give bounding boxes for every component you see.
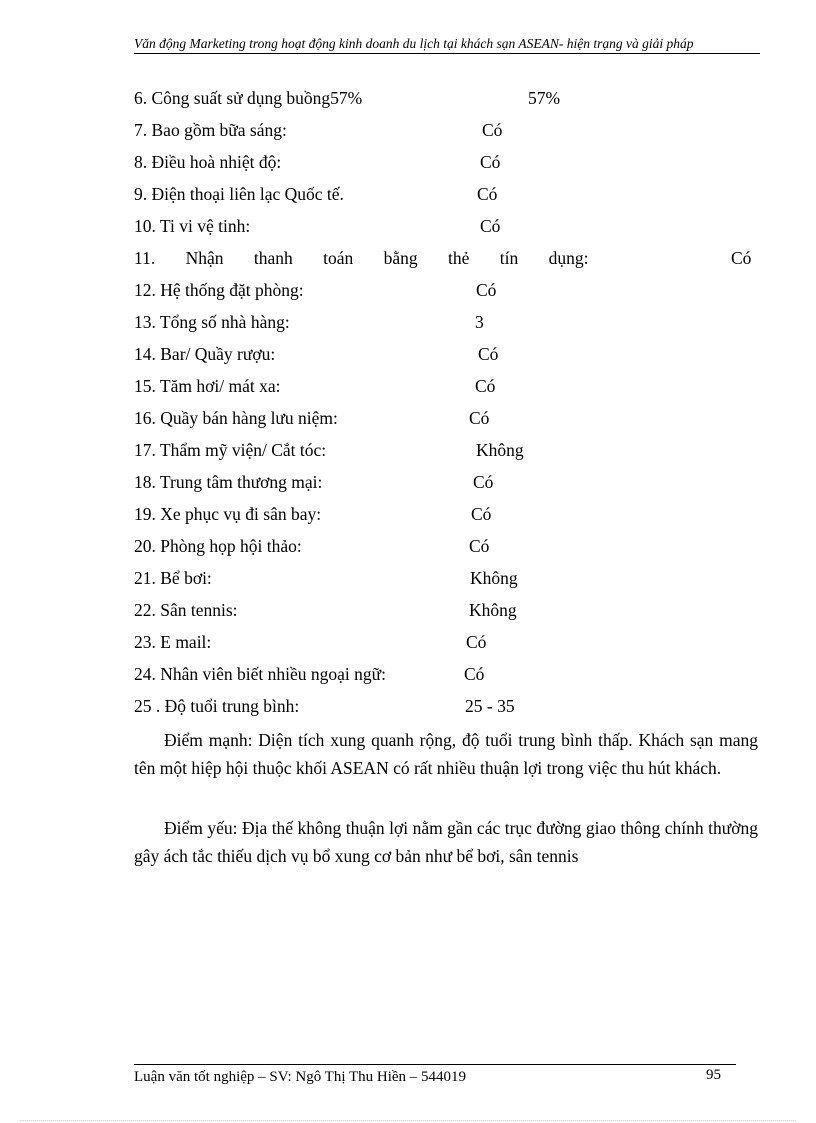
item-label: 18. Trung tâm thương mại: (134, 472, 323, 492)
item-value: Có (731, 248, 752, 268)
item-label: 7. Bao gồm bữa sáng: (134, 120, 287, 140)
page-edge-divider (20, 1120, 796, 1121)
item-label: 22. Sân tennis: (134, 600, 238, 620)
item-label: 25 . Độ tuổi trung bình: (134, 696, 300, 716)
item-label: 17. Thẩm mỹ viện/ Cắt tóc: (134, 440, 327, 460)
item-label: 23. E mail: (134, 632, 212, 652)
item-label: 15. Tăm hơi/ mát xa: (134, 376, 281, 396)
item-value: 25 - 35 (465, 696, 515, 716)
item-label: 21. Bể bơi: (134, 568, 212, 588)
item-value: Có (464, 664, 485, 684)
item-value: Có (480, 216, 501, 236)
item-value: Không (469, 600, 517, 620)
item-value: Không (476, 440, 524, 460)
item-value: 3 (475, 312, 484, 332)
item-value: Không (470, 568, 518, 588)
footer-text: Luận văn tốt nghiệp – SV: Ngô Thị Thu Hiền – 544019 (134, 1069, 467, 1085)
item-label: 16. Quầy bán hàng lưu niệm: (134, 408, 338, 428)
item-label: 24. Nhân viên biết nhiều ngoại ngữ: (134, 664, 387, 684)
item-label: 13. Tổng số nhà hàng: (134, 312, 290, 332)
item-label: 12. Hệ thống đặt phòng: (134, 280, 304, 300)
item-label: 8. Điều hoà nhiệt độ: (134, 152, 282, 172)
list-item (134, 246, 758, 270)
page-number: 95 (706, 1067, 721, 1083)
item-value: Có (482, 120, 503, 140)
item-value: Có (477, 184, 498, 204)
item-label: 9. Điện thoại liên lạc Quốc tế. (134, 184, 344, 204)
item-label: 11. Nhận thanh toán bằng thẻ tín dụng: (134, 248, 589, 268)
item-value: Có (469, 536, 490, 556)
item-value: Có (476, 280, 497, 300)
strengths-paragraph: Điểm mạnh: Diện tích xung quanh rộng, độ tuổi trung bình thấp. Khách sạn mang tên một hiệp hội thuộc khối ASEAN có rất nhiều thuận lợi trong việc thu hút khách. (134, 730, 758, 778)
item-value: Có (478, 344, 499, 364)
item-value: Có (471, 504, 492, 524)
item-value: Có (480, 152, 501, 172)
item-label: 6. Công suất sử dụng buồng57% (134, 88, 363, 108)
running-header: Văn động Marketing trong hoạt động kinh doanh du lịch tại khách sạn ASEAN- hiện trạng và giải pháp (134, 36, 760, 54)
item-label: 10. Ti vi vệ tinh: (134, 216, 251, 236)
item-label: 19. Xe phục vụ đi sân bay: (134, 504, 322, 524)
item-value: Có (473, 472, 494, 492)
item-label: 20. Phòng họp hội thảo: (134, 536, 302, 556)
item-value: Có (466, 632, 487, 652)
item-label: 14. Bar/ Quầy rượu: (134, 344, 276, 364)
item-value: 57% (528, 88, 561, 108)
item-value: Có (475, 376, 496, 396)
weaknesses-paragraph: Điểm yếu: Địa thế không thuận lợi nằm gần các trục đường giao thông chính thường gây ách tắc thiếu dịch vụ bổ xung cơ bản như bể bơi, sân tennis (134, 818, 758, 866)
item-value: Có (469, 408, 490, 428)
footer-divider (134, 1064, 736, 1065)
